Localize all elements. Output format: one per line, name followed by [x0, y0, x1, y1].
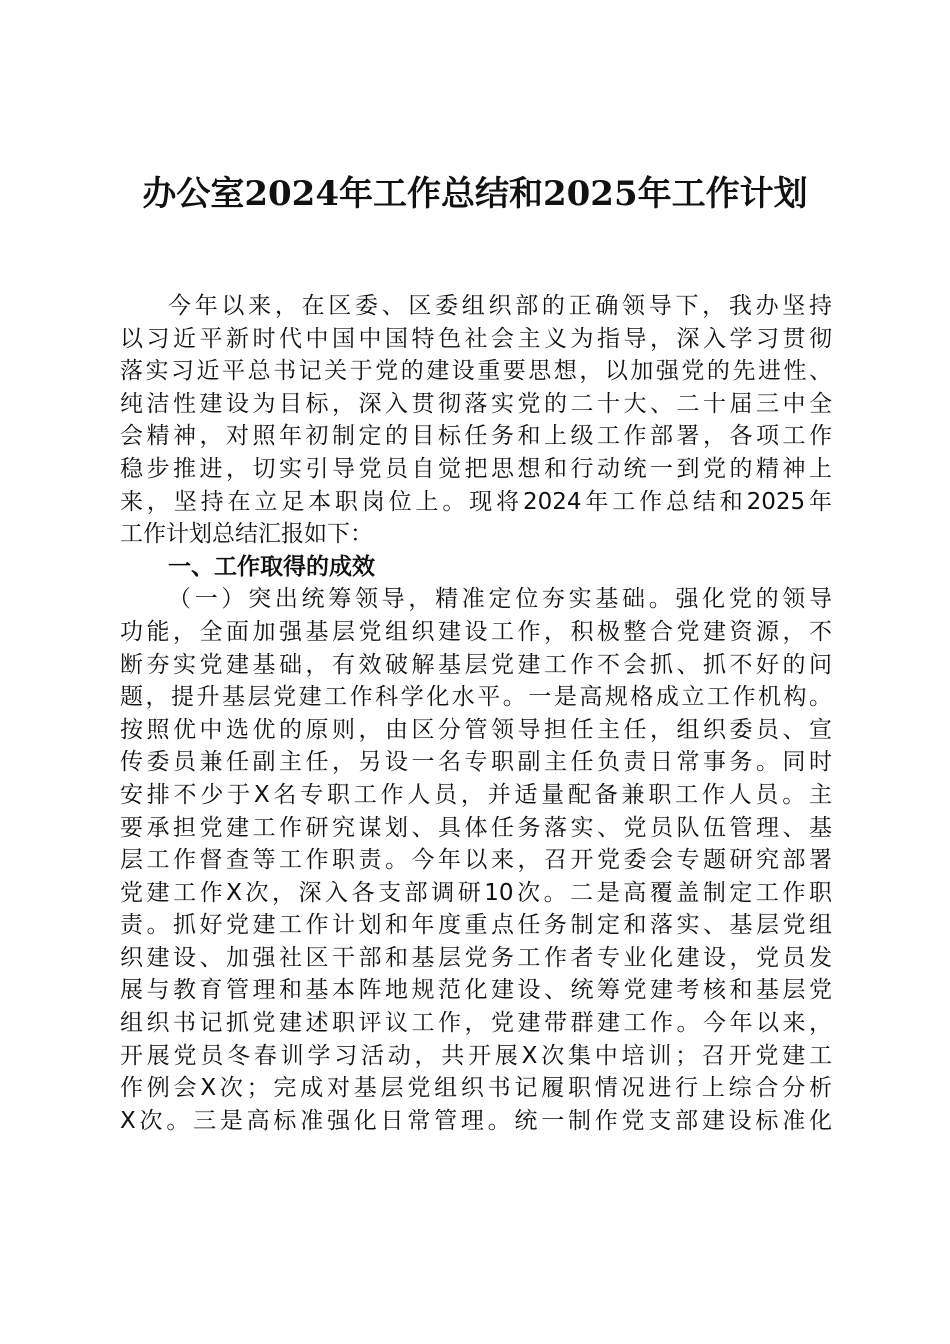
intro-line: 工作计划总结汇报如下：	[120, 521, 373, 548]
paragraph-line: 传委员兼任副主任，另设一名专职副主任负责日常事务。同时	[120, 749, 832, 776]
intro-line: 会精神，对照年初制定的目标任务和上级工作部署，各项工作	[120, 423, 832, 450]
intro-line: 稳步推进，切实引导党员自觉把思想和行动统一到党的精神上	[120, 455, 832, 482]
paragraph-line: 责。抓好党建工作计划和年度重点任务制定和落实、基层党组	[120, 912, 832, 939]
intro-line: 纯洁性建设为目标，深入贯彻落实党的二十大、二十届三中全	[120, 390, 832, 417]
intro-line: 来，坚持在立足本职岗位上。现将2024年工作总结和2025年	[120, 488, 832, 515]
paragraph-line: 安排不少于X名专职工作人员，并适量配备兼职工作人员。主	[120, 781, 832, 808]
document-title: 办公室2024年工作总结和2025年工作计划	[142, 174, 808, 214]
paragraph-line: （一）突出统筹领导，精准定位夯实基础。强化党的领导	[168, 586, 832, 613]
paragraph-line: 党建工作X次，深入各支部调研10次。二是高覆盖制定工作职	[120, 879, 832, 906]
intro-line: 以习近平新时代中国中国特色社会主义为指导，深入学习贯彻	[120, 325, 832, 352]
paragraph-line: 功能，全面加强基层党组织建设工作，积极整合党建资源，不	[120, 618, 832, 645]
document-body	[120, 290, 832, 1137]
intro-line: 今年以来，在区委、区委组织部的正确领导下，我办坚持	[168, 293, 832, 319]
paragraph-line: 要承担党建工作研究谋划、具体任务落实、党员队伍管理、基	[120, 814, 832, 841]
section-heading: 一、工作取得的成效	[168, 553, 375, 580]
paragraph-line: X次。三是高标准强化日常管理。统一制作党支部建设标准化	[120, 1107, 832, 1134]
paragraph-line: 作例会X次；完成对基层党组织书记履职情况进行上综合分析	[120, 1075, 832, 1102]
paragraph-line: 题，提升基层党建工作科学化水平。一是高规格成立工作机构。	[120, 684, 832, 711]
intro-line: 落实习近平总书记关于党的建设重要思想，以加强党的先进性、	[120, 358, 832, 385]
paragraph-line: 断夯实党建基础，有效破解基层党建工作不会抓、抓不好的问	[120, 651, 832, 678]
paragraph-line: 按照优中选优的原则，由区分管领导担任主任，组织委员、宣	[120, 716, 832, 743]
paragraph-line: 层工作督查等工作职责。今年以来，召开党委会专题研究部署	[120, 847, 832, 874]
paragraph-line: 组织书记抓党建述职评议工作，党建带群建工作。今年以来，	[120, 1010, 832, 1037]
paragraph-line: 开展党员冬春训学习活动，共开展X次集中培训；召开党建工	[120, 1042, 832, 1069]
paragraph-line: 展与教育管理和基本阵地规范化建设、统筹党建考核和基层党	[120, 977, 832, 1004]
paragraph-line: 织建设、加强社区干部和基层党务工作者专业化建设，党员发	[120, 944, 832, 971]
